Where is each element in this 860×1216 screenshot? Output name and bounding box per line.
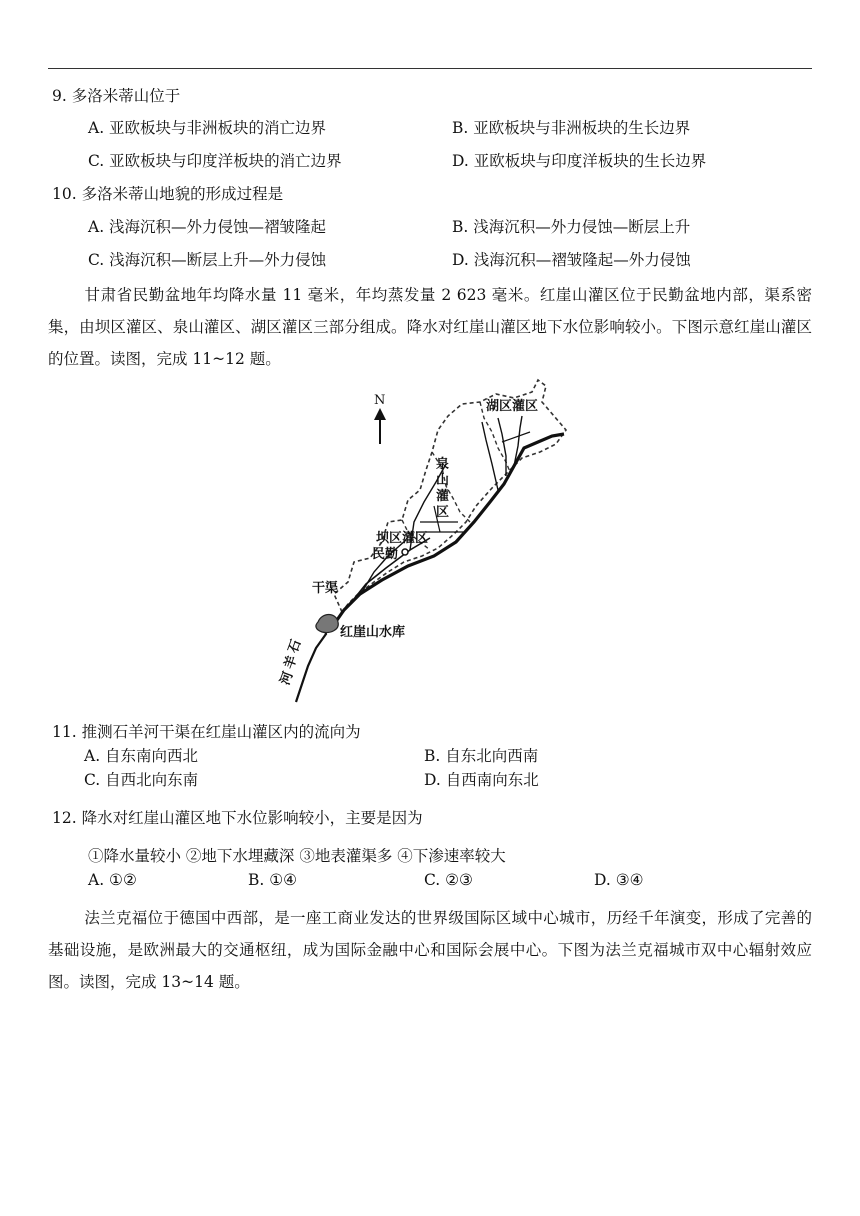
q10-option-d: D. 浅海沉积—褶皱隆起—外力侵蚀: [452, 251, 691, 269]
label-quanshan-1: 泉: [436, 457, 450, 472]
label-river-3: 河: [277, 669, 297, 688]
label-river-1: 石: [285, 637, 305, 656]
north-label: N: [374, 393, 386, 408]
q12-option-d: D. ③④: [594, 871, 644, 889]
q11-option-a: A. 自东南向西北: [84, 747, 199, 765]
q10-option-b: B. 浅海沉积—外力侵蚀—断层上升: [452, 218, 691, 236]
q9-stem: 9. 多洛米蒂山位于: [52, 87, 181, 105]
label-quanshan-3: 灌: [436, 489, 450, 504]
q12-option-a: A. ①②: [88, 871, 137, 889]
label-reservoir: 红崖山水库: [340, 625, 406, 640]
canal-branch: [498, 418, 506, 476]
label-river-2: 羊: [281, 653, 301, 672]
q11-option-c: C. 自西北向东南: [84, 771, 199, 789]
q12-stem: 12. 降水对红崖山灌区地下水位影响较小，主要是因为: [52, 809, 423, 827]
irrigation-boundary: [334, 380, 566, 612]
q10-option-c: C. 浅海沉积—断层上升—外力侵蚀: [88, 251, 327, 269]
q11-stem: 11. 推测石羊河干渠在红崖山灌区内的流向为: [52, 723, 361, 741]
q12-option-b: B. ①④: [248, 871, 298, 889]
passage-minqin: [48, 279, 812, 375]
header-rule: [48, 68, 812, 69]
passage-minqin-text: 甘肃省民勤盆地年均降水量 11 毫米，年均蒸发量 2 623 毫米。红崖山灌区位于民勤盆地内部，渠系密集，由坝区灌区、泉山灌区、湖区灌区三部分组成。降水对红崖山灌区地下水位影响较小。下图示意红崖山灌区的位置。读图，完成 11~12 题。: [48, 286, 812, 368]
q9-option-c: C. 亚欧板块与印度洋板块的消亡边界: [88, 152, 342, 170]
label-quanshan-4: 区: [436, 505, 450, 520]
label-ganqu: 干渠: [312, 581, 339, 596]
passage-frankfurt: [48, 902, 812, 998]
q9-option-d: D. 亚欧板块与印度洋板块的生长边界: [452, 152, 707, 170]
label-minqin: 民勤: [372, 547, 399, 562]
q11-option-d: D. 自西南向东北: [424, 771, 539, 789]
canal-branch: [482, 422, 498, 490]
label-quanshan-2: 山: [436, 473, 450, 488]
q12-option-c: C. ②③: [424, 871, 473, 889]
reservoir-shape: [316, 615, 338, 633]
passage-frankfurt-text: 法兰克福位于德国中西部，是一座工商业发达的世界级国际区域中心城市，历经千年演变，形成了完善的基础设施，是欧洲最大的交通枢纽，成为国际金融中心和国际会展中心。下图为法兰克福城市双中心辐射效应图。读图，完成 13~14 题。: [48, 909, 812, 991]
irrigation-area-map: [270, 372, 590, 710]
q9-option-a: A. 亚欧板块与非洲板块的消亡边界: [88, 119, 327, 137]
minqin-town-marker: [402, 549, 408, 555]
q9-option-b: B. 亚欧板块与非洲板块的生长边界: [452, 119, 691, 137]
label-baqu: 坝区灌区: [376, 531, 429, 546]
q10-stem: 10. 多洛米蒂山地貌的形成过程是: [52, 185, 284, 203]
label-huqu: 湖区灌区: [486, 399, 539, 414]
canal-branch: [502, 432, 530, 442]
q10-option-a: A. 浅海沉积—外力侵蚀—褶皱隆起: [88, 218, 327, 236]
q12-items: ①降水量较小 ②地下水埋藏深 ③地表灌渠多 ④下渗速率较大: [88, 847, 506, 865]
north-arrow-head: [374, 408, 386, 420]
q11-option-b: B. 自东北向西南: [424, 747, 539, 765]
